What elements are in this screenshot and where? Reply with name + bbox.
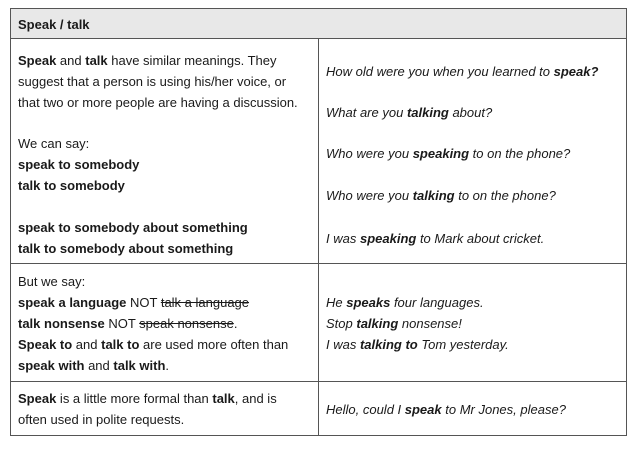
row3-example-1: Hello, could I speak to Mr Jones, please?	[326, 402, 566, 417]
column-divider	[318, 39, 319, 436]
row1-left-line4: We can say:	[18, 136, 90, 151]
row1-example-4: Who were you talking to on the phone?	[326, 188, 556, 203]
row1-left-line8: talk to somebody about something	[18, 241, 234, 256]
row2-left-line1: But we say:	[18, 274, 86, 289]
row-divider-2	[11, 381, 626, 382]
table-title-bar	[11, 9, 626, 39]
row2-example-2: Stop talking nonsense!	[326, 316, 462, 331]
row2-left-line2: speak a language NOT talk a language	[18, 295, 250, 310]
row2-left-line5: speak with and talk with.	[18, 358, 170, 373]
row1-example-3: Who were you speaking to on the phone?	[326, 146, 571, 161]
row3-left-line1: Speak is a little more formal than talk, and is	[18, 391, 277, 406]
speak-talk-table	[10, 8, 627, 436]
row1-example-1: How old were you when you learned to speak?	[326, 64, 599, 79]
row1-left-line6: talk to somebody	[18, 178, 125, 193]
row1-left-line5: speak to somebody	[18, 157, 140, 172]
row2-left-line3: talk nonsense NOT speak nonsense.	[18, 316, 238, 331]
row2-left-line4: Speak to and talk to are used more often than	[18, 337, 289, 352]
row1-left-line7: speak to somebody about something	[18, 220, 248, 235]
table-title: Speak / talk	[18, 17, 90, 32]
row1-left-line3: that two or more people are having a discussion.	[18, 95, 298, 110]
row1-example-5: I was speaking to Mark about cricket.	[326, 231, 545, 246]
row1-left-line1: Speak and talk have similar meanings. They	[18, 53, 277, 68]
row2-example-1: He speaks four languages.	[326, 295, 484, 310]
row-divider-1	[11, 263, 626, 264]
row3-left-line2: often used in polite requests.	[18, 412, 185, 427]
row2-example-3: I was talking to Tom yesterday.	[326, 337, 509, 352]
row1-example-2: What are you talking about?	[326, 105, 493, 120]
row1-left-line2: suggest that a person is using his/her voice, or	[18, 74, 287, 89]
